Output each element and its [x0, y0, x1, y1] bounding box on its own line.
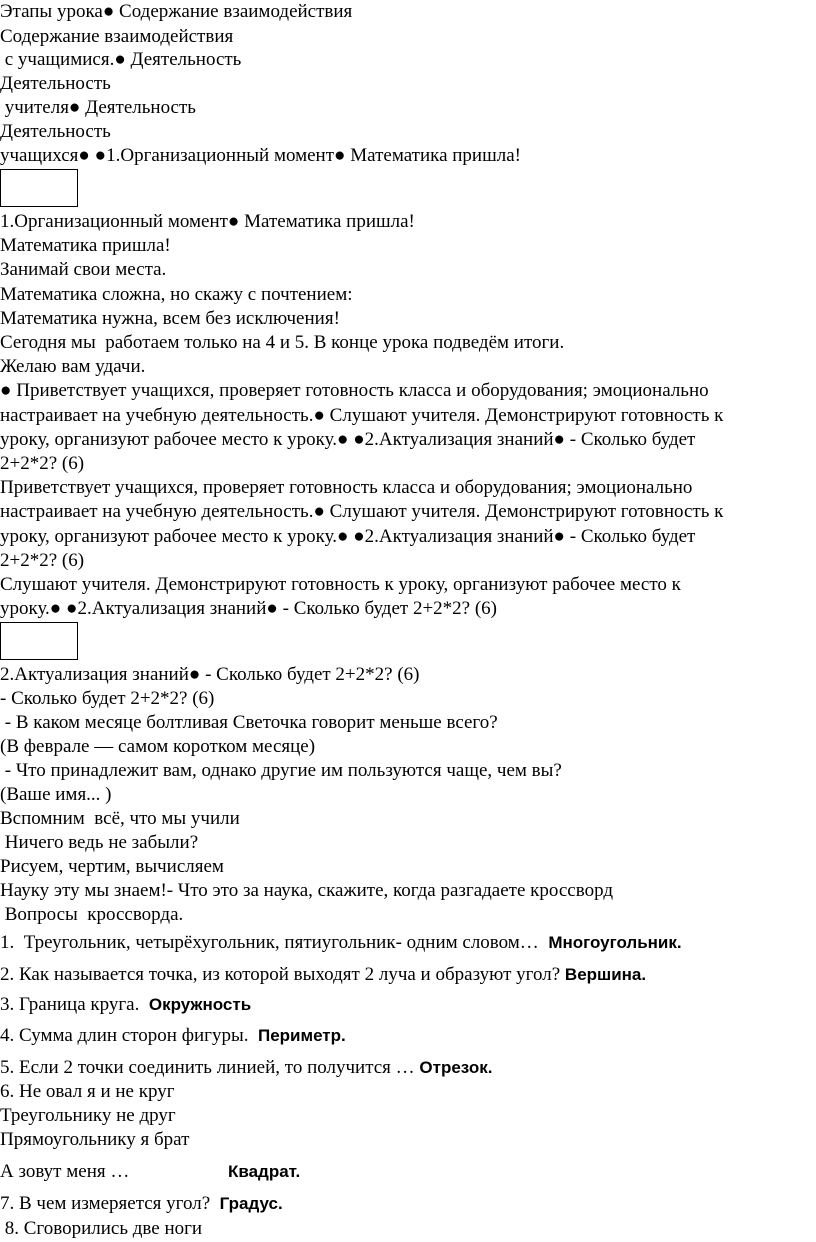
crossword-answer: Окружность: [148, 995, 252, 1014]
text-line: Деятельность: [0, 121, 111, 142]
text-line: - В каком месяце болтливая Светочка говорит меньше всего?: [0, 712, 498, 733]
text-line: Приветствует учащихся, проверяет готовность класса и оборудования; эмоционально: [0, 477, 693, 498]
text-line: 2+2*2? (6): [0, 453, 85, 474]
riddle-line: 6. Не овал я и не круг: [0, 1081, 175, 1102]
text-line: с учащимися.● Деятельность: [0, 49, 242, 70]
text-line: ● Приветствует учащихся, проверяет готовность класса и оборудования; эмоционально: [0, 380, 709, 401]
riddle-line: Прямоугольнику я брат: [0, 1129, 190, 1150]
riddle-line: Треугольнику не друг: [0, 1105, 176, 1126]
text-line: Слушают учителя. Демонстрируют готовность к уроку, организуют рабочее место к: [0, 574, 681, 595]
text-line: учащихся● ●1.Организационный момент● Математика пришла!: [0, 145, 521, 166]
text-line: Желаю вам удачи.: [0, 356, 146, 377]
text-line: Рисуем, чертим, вычисляем: [0, 856, 224, 877]
crossword-question: 3. Граница круга. Окружность: [0, 994, 252, 1015]
text-line: Ничего ведь не забыли?: [0, 832, 199, 853]
text-line: 2+2*2? (6): [0, 550, 85, 571]
text-line: настраивает на учебную деятельность.● Слушают учителя. Демонстрируют готовность к: [0, 405, 724, 426]
crossword-question: 5. Если 2 точки соединить линией, то получится … Отрезок.: [0, 1057, 493, 1078]
text-line: 8. Сговорились две ноги: [0, 1218, 203, 1239]
crossword-answer: Периметр.: [257, 1026, 346, 1045]
text-line: настраивает на учебную деятельность.● Слушают учителя. Демонстрируют готовность к: [0, 501, 724, 522]
crossword-question: 7. В чем измеряется угол? Градус.: [0, 1193, 283, 1214]
text-line: - Что принадлежит вам, однако другие им пользуются чаще, чем вы?: [0, 760, 562, 781]
text-line: 1.Организационный момент● Математика пришла!: [0, 211, 415, 232]
text-line: Математика нужна, всем без исключения!: [0, 308, 340, 329]
text-line: уроку, организуют рабочее место к уроку.● ●2.Актуализация знаний● - Сколько будет: [0, 526, 696, 547]
text-line: Деятельность: [0, 73, 111, 94]
crossword-question: 2. Как называется точка, из которой выходят 2 луча и образуют угол? Вершина.: [0, 964, 647, 985]
crossword-answer: Градус.: [219, 1194, 283, 1213]
text-line: Математика пришла!: [0, 235, 171, 256]
crossword-answer: Отрезок.: [419, 1058, 493, 1077]
text-line: Этапы урока● Содержание взаимодействия: [0, 1, 353, 22]
text-line: (Ваше имя... ): [0, 784, 112, 805]
text-line: учителя● Деятельность: [0, 97, 196, 118]
text-line: Содержание взаимодействия: [0, 26, 234, 47]
text-line: - Сколько будет 2+2*2? (6): [0, 688, 215, 709]
crossword-question: 4. Сумма длин сторон фигуры. Периметр.: [0, 1025, 346, 1046]
text-line: Занимай свои места.: [0, 259, 167, 280]
text-line: Науку эту мы знаем!- Что это за наука, скажите, когда разгадаете кроссворд: [0, 880, 613, 901]
crossword-question: 1. Треугольник, четырёхугольник, пятиугольник- одним словом… Многоугольник.: [0, 932, 682, 953]
empty-table-cell: [0, 622, 78, 660]
text-line: Вспомним всё, что мы учили: [0, 808, 240, 829]
text-line: 2.Актуализация знаний● - Сколько будет 2+2*2? (6): [0, 664, 420, 685]
crossword-answer: Многоугольник.: [548, 933, 682, 952]
empty-table-cell: [0, 169, 78, 207]
crossword-answer: Вершина.: [564, 965, 647, 984]
text-line: (В феврале — самом коротком месяце): [0, 736, 316, 757]
crossword-answer: Квадрат.: [228, 1162, 301, 1181]
text-line: Сегодня мы работаем только на 4 и 5. В конце урока подведём итоги.: [0, 332, 565, 353]
text-line: Вопросы кроссворда.: [0, 904, 184, 925]
text-line: уроку, организуют рабочее место к уроку.● ●2.Актуализация знаний● - Сколько будет: [0, 429, 696, 450]
text-line: уроку.● ●2.Актуализация знаний● - Сколько будет 2+2*2? (6): [0, 598, 497, 619]
text-line: Математика сложна, но скажу с почтением:: [0, 284, 353, 305]
riddle-line: А зовут меня … Квадрат.: [0, 1161, 301, 1182]
